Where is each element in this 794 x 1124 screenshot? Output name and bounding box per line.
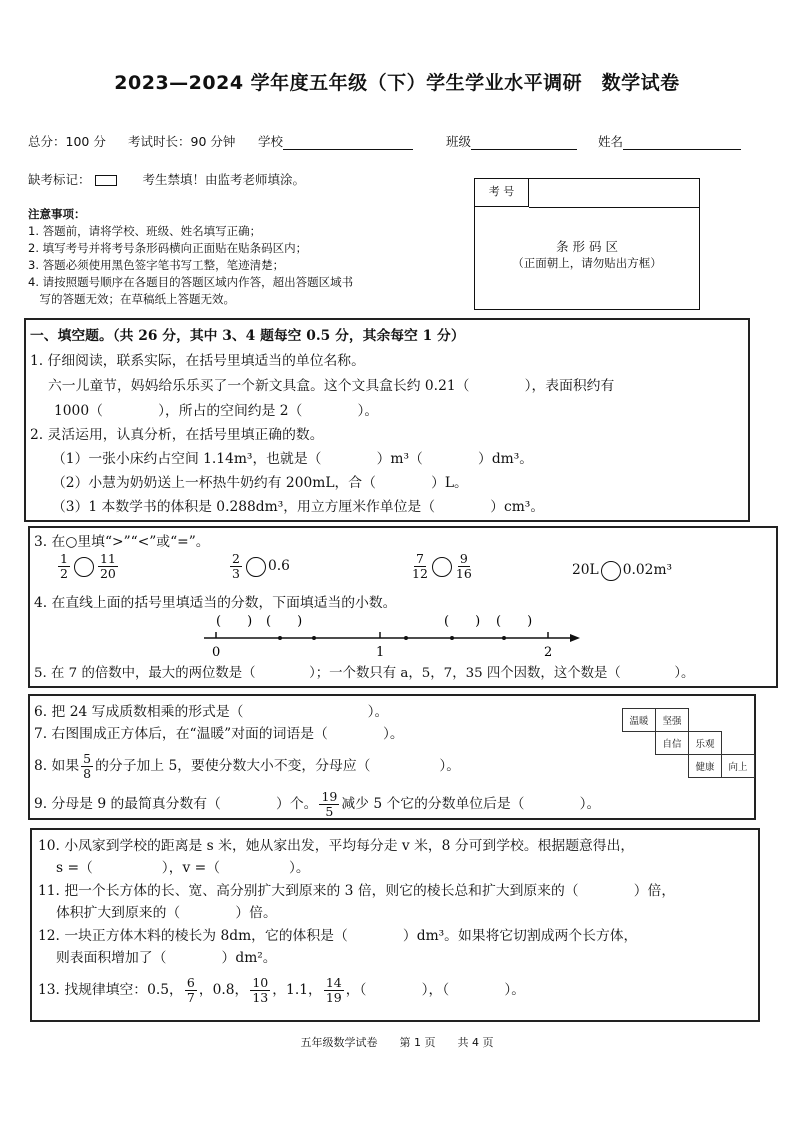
absent-mark (28, 170, 305, 188)
question-8[interactable]: 8. 如果 $\frac{5}{8}$ 的分子加上 5，要使分数大小不变，分母应（ ）。 (34, 751, 461, 781)
notice-item: 1. 答题前，请将学校、班级、姓名填写正确； (28, 224, 262, 238)
question-11-line-a[interactable]: 11. 把一个长方体的长、宽、高分别扩大到原来的 3 倍，则它的棱长总和扩大到原来的（ ）倍， (38, 883, 676, 899)
compare-3: $\frac{7}{12}$ $\frac{9}{16}$ (412, 551, 472, 581)
school-field[interactable] (258, 132, 413, 150)
notice-item: 2. 填写考号并将考号条形码横向正面贴在贴条码区内； (28, 241, 308, 255)
compare-1: $\frac{1}{2}$ $\frac{11}{20}$ (60, 551, 116, 581)
cube-face: 向上 (722, 755, 755, 778)
total-score: 总分：100 分 (28, 134, 106, 149)
name-label: 姓名 (598, 134, 624, 149)
barcode-area[interactable] (474, 178, 700, 310)
absent-note: 考生禁填！由监考老师填涂。 (142, 172, 305, 187)
number-line-blank[interactable]: ( ) (216, 614, 253, 629)
compare-4: 20L 0.02m³ (572, 560, 672, 581)
notice-item: 3. 答题必须使用黑色签字笔书写工整，笔迹清楚； (28, 258, 285, 272)
cube-face: 自信 (656, 732, 689, 755)
question-5[interactable]: 5. 在 7 的倍数中，最大的两位数是（ ）；一个数只有 a，5，7，35 四个因数，这个数是（ ）。 (34, 666, 695, 681)
school-label: 学校 (258, 134, 284, 149)
question-7[interactable]: 7. 右图围成正方体后，在“温暖”对面的词语是（ ）。 (34, 726, 404, 742)
number-line (196, 608, 586, 664)
compare-circle[interactable] (246, 557, 266, 577)
compare-2: $\frac{2}{3}$ 0.6 (232, 551, 290, 581)
question-1: 1. 仔细阅读，联系实际，在括号里填适当的单位名称。 (30, 353, 365, 369)
exam-number-label: 考 号 (475, 179, 529, 207)
notice-item: 4. 请按照题号顺序在各题目的答题区域内作答，超出答题区域书 (28, 275, 354, 289)
number-line-label: 1 (376, 645, 385, 660)
question-3: 3. 在○里填“>”“<”或“=”。 (34, 534, 210, 550)
barcode-title: 条 形 码 区 (556, 239, 618, 254)
absent-label: 缺考标记： (28, 172, 91, 187)
notice-block (28, 206, 458, 308)
notice-heading: 注意事项： (28, 207, 86, 221)
number-line-label: 0 (212, 645, 221, 660)
barcode-subtitle: （正面朝上，请勿贴出方框） (512, 256, 662, 270)
section1-heading: 一、填空题。（共 26 分，其中 3、4 题每空 0.5 分，其余每空 1 分） (30, 328, 465, 344)
cube-face: 坚强 (656, 709, 689, 732)
number-line-blank[interactable]: ( ) (444, 614, 481, 629)
question-13[interactable]: 13. 找规律填空：0.5， $\frac{6}{7}$ ，0.8， $\frac{10}{13}$ ，1.1， $\frac{14}{19}$ ，（ ），（ ）。 (38, 975, 526, 1005)
question-6[interactable]: 6. 把 24 写成质数相乘的形式是（ ）。 (34, 704, 389, 720)
question-12-line-b[interactable]: 则表面积增加了（ ）dm²。 (56, 950, 277, 966)
notice-item: 写的答题无效；在草稿纸上答题无效。 (28, 292, 235, 306)
question-12-line-a[interactable]: 12. 一块正方体木料的棱长为 8dm，它的体积是（ ）dm³。如果将它切割成两个长方体， (38, 928, 638, 944)
question-2-2[interactable]: （2）小慧为奶奶送上一杯热牛奶约有 200mL，合（ ）L。 (52, 475, 468, 491)
compare-circle[interactable] (432, 557, 452, 577)
question-10-line-a: 10. 小凤家到学校的距离是 s 米，她从家出发，平均每分走 v 米，8 分可到学校。根据题意得出， (38, 838, 635, 854)
cube-face: 温暖 (623, 709, 656, 732)
question-2-3[interactable]: （3）1 本数学书的体积是 0.288dm³，用立方厘米作单位是（ ）cm³。 (52, 499, 545, 515)
question-1-line-a[interactable]: 六一儿童节，妈妈给乐乐买了一个新文具盒。这个文具盒长约 0.21（ ），表面积约有 (48, 378, 615, 394)
question-2: 2. 灵活运用，认真分析，在括号里填正确的数。 (30, 427, 324, 443)
compare-circle[interactable] (74, 557, 94, 577)
page-title: 2023—2024 学年度五年级（下）学生学业水平调研 数学试卷 (114, 72, 680, 94)
name-field[interactable] (598, 132, 741, 150)
cube-face: 乐观 (689, 732, 722, 755)
exam-time: 考试时长：90 分钟 (128, 134, 236, 149)
absent-box[interactable] (95, 175, 117, 186)
page-footer: 五年级数学试卷 第 1 页 共 4 页 (300, 1036, 494, 1049)
class-label: 班级 (446, 134, 472, 149)
class-field[interactable] (446, 132, 577, 150)
question-2-1[interactable]: （1）一张小床约占空间 1.14m³，也就是（ ）m³（ ）dm³。 (52, 451, 534, 467)
cube-face: 健康 (689, 755, 722, 778)
question-4: 4. 在直线上面的括号里填适当的分数，下面填适当的小数。 (34, 595, 397, 611)
question-1-line-b[interactable]: 1000（ ），所占的空间约是 2（ ）。 (54, 403, 379, 419)
compare-circle[interactable] (601, 561, 621, 581)
number-line-label: 2 (544, 645, 553, 660)
cube-net (622, 708, 755, 778)
number-line-blank[interactable]: ( ) (496, 614, 533, 629)
question-10-line-b[interactable]: s =（ ），v =（ ）。 (56, 860, 310, 876)
question-11-line-b[interactable]: 体积扩大到原来的（ ）倍。 (56, 905, 277, 921)
number-line-blank[interactable]: ( ) (266, 614, 303, 629)
question-9[interactable]: 9. 分母是 9 的最简真分数有（ ）个。 $\frac{19}{5}$ 减少 5 个它的分数单位后是（ ）。 (34, 789, 601, 819)
